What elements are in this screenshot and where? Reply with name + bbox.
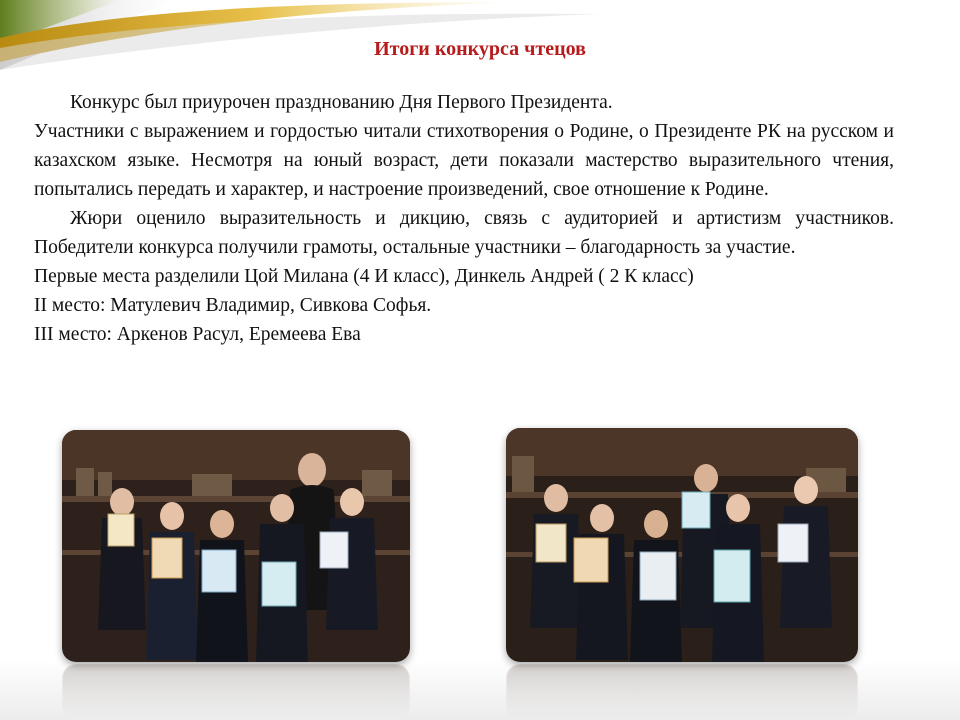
third-place-line: III место: Аркенов Расул, Еремеева Ева bbox=[34, 324, 361, 345]
first-place-line: Первые места разделили Цой Милана (4 И класс), Динкель Андрей ( 2 К класс) bbox=[34, 266, 694, 287]
slide-title: Итоги конкурса чтецов bbox=[374, 38, 586, 60]
paragraph-intro: Конкурс был приурочен празднованию Дня Первого Президента. bbox=[70, 92, 613, 113]
photo-right bbox=[506, 428, 858, 662]
paragraph-participants: Участники с выражением и гордостью читали стихотворения о Родине, о Президенте РК на русском и казахском языке. Несмотря на юный возраст, дети показали мастерство выразительного чтения, попытались передать и характер, и настроение произведений, свое отношение к Родине. bbox=[34, 121, 894, 200]
photo-left bbox=[62, 430, 410, 662]
second-place-line: II место: Матулевич Владимир, Сивкова Софья. bbox=[34, 295, 432, 316]
photo-right-image bbox=[506, 428, 858, 662]
body-text bbox=[34, 88, 894, 349]
photo-left-image bbox=[62, 430, 410, 662]
paragraph-jury: Жюри оценило выразительность и дикцию, связь с аудиторией и артистизм участников. Победители конкурса получили грамоты, остальные участники – благодарность за участие. bbox=[34, 208, 894, 258]
bottom-fade bbox=[0, 660, 960, 720]
